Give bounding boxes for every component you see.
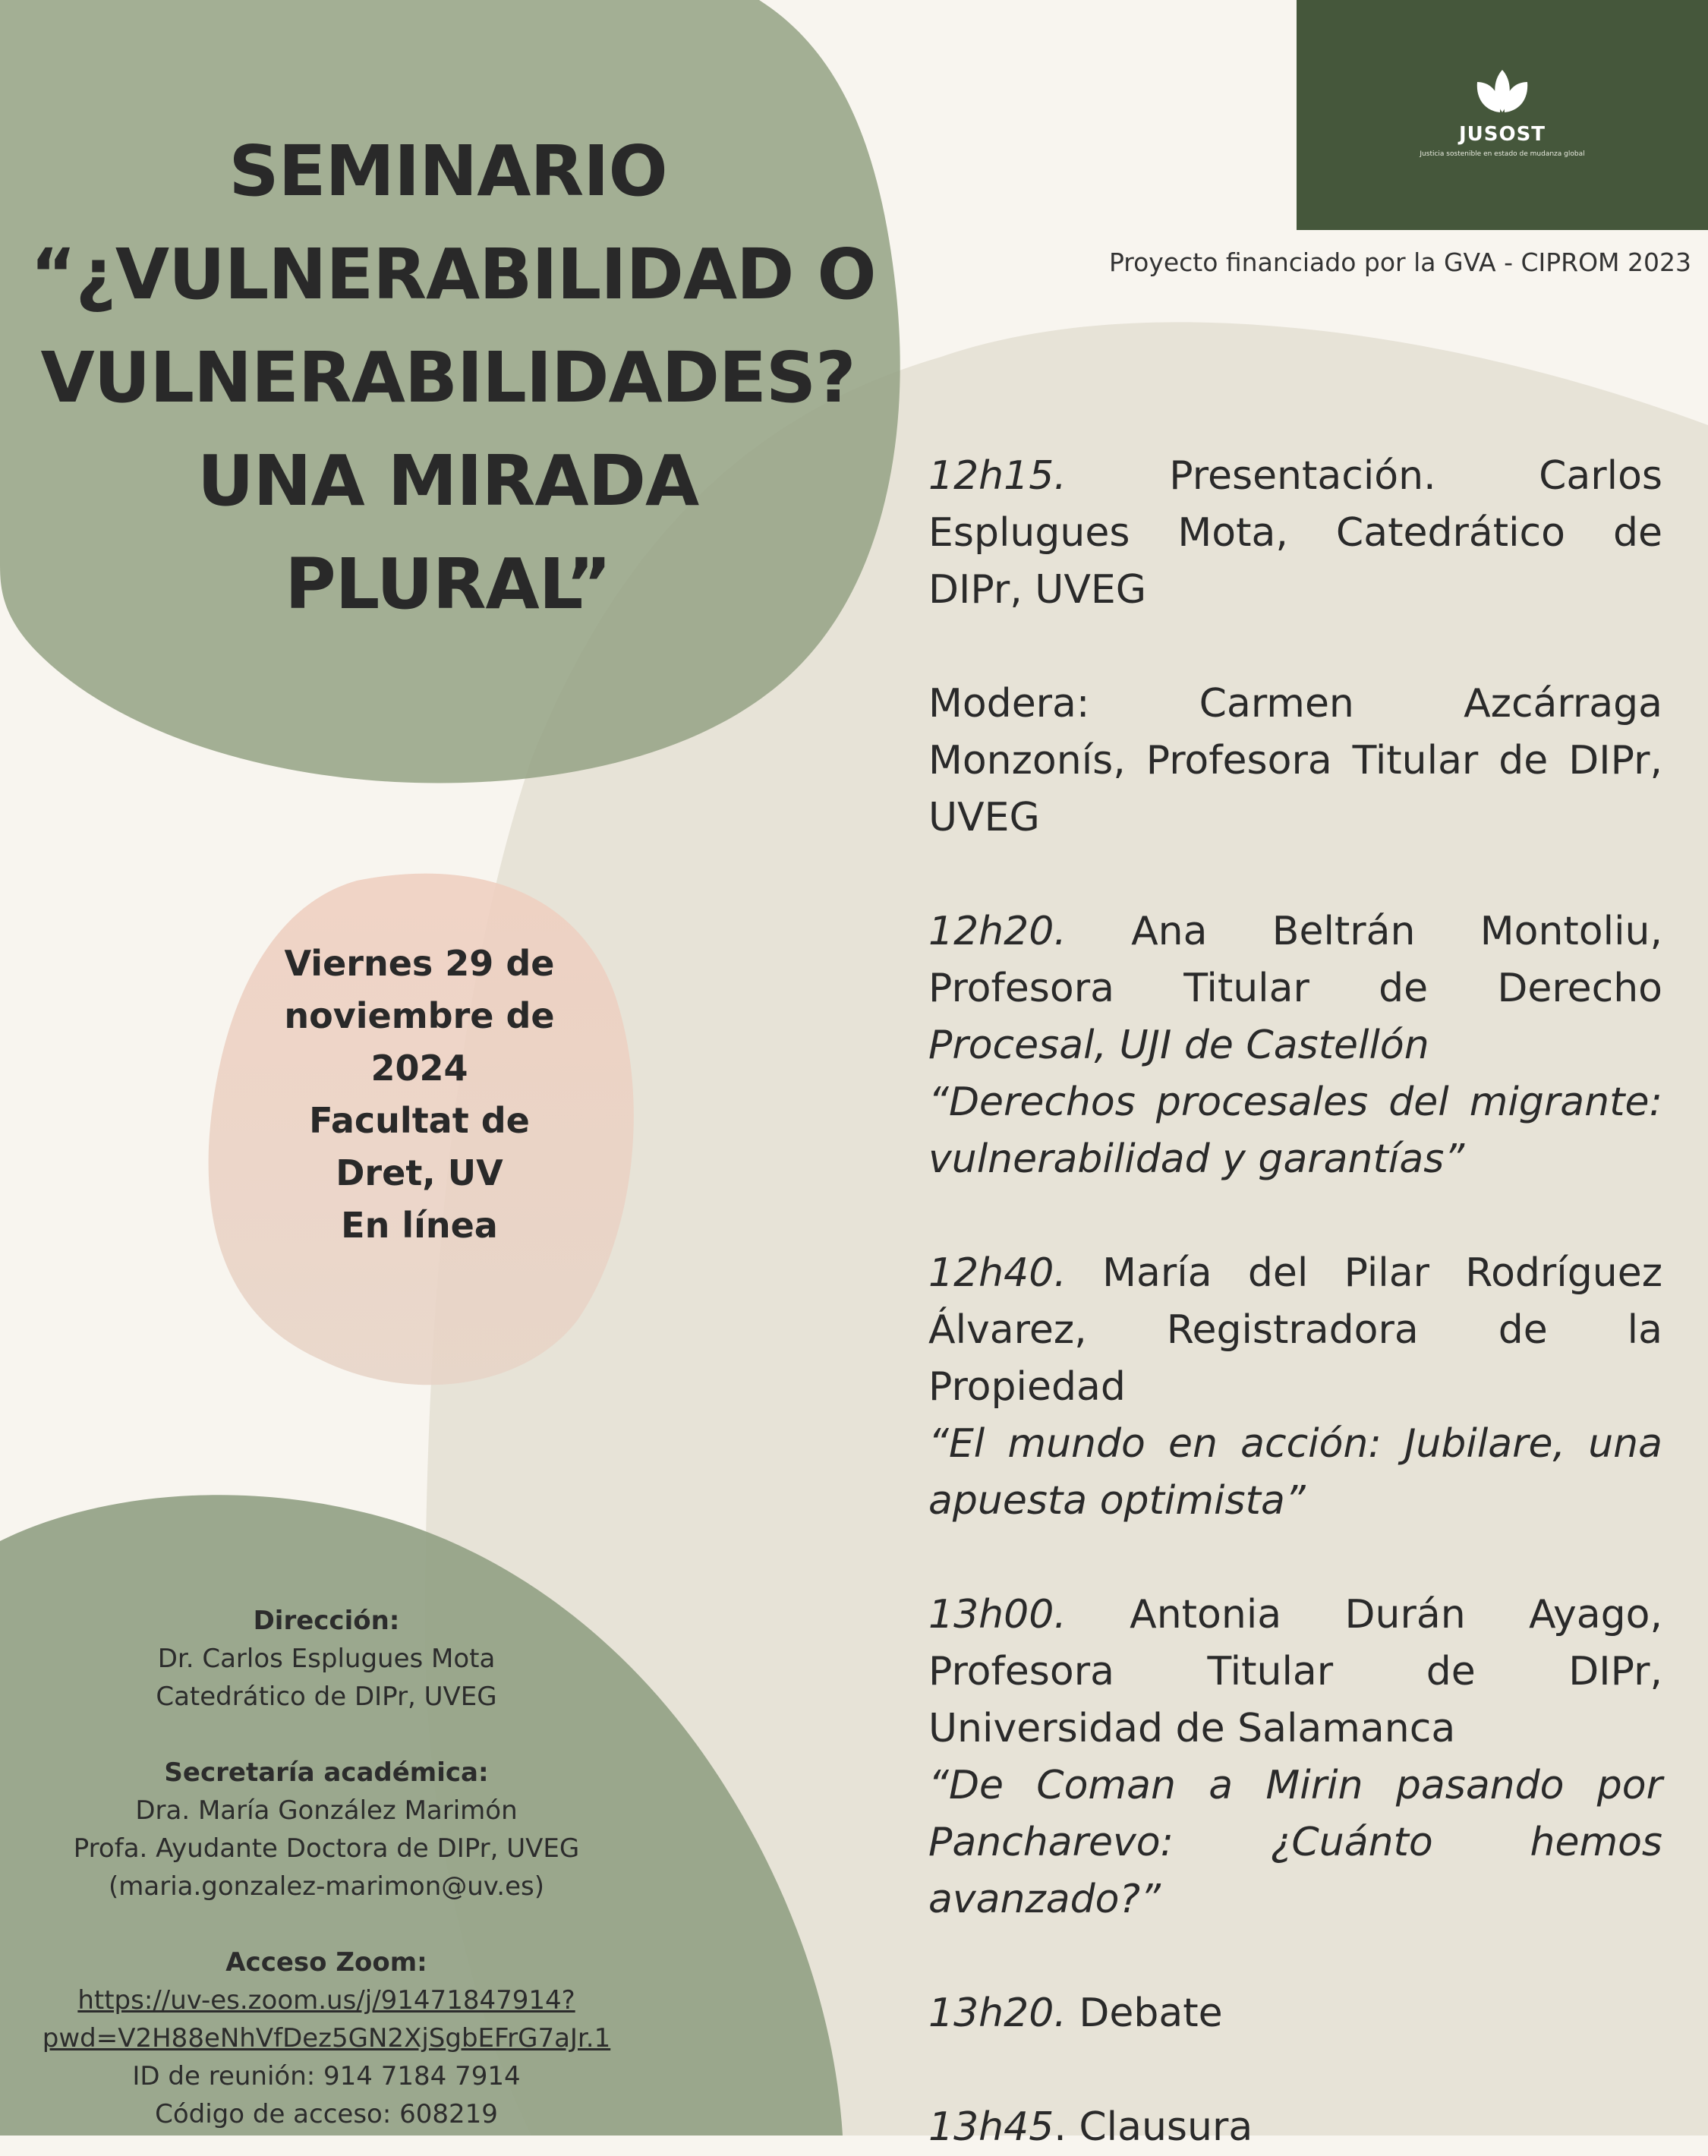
program-item: [928, 1245, 1662, 1416]
direccion-role: Catedrático de DIPr, UVEG: [156, 1682, 497, 1712]
program-text: Presentación. Carlos Esplugues Mota, Catedrático de DIPr, UVEG: [928, 453, 1662, 613]
program-item: [928, 676, 1662, 846]
talk-title: “El mundo en acción: Jubilare, una apuesta optimista”: [928, 1421, 1662, 1524]
direccion-heading: Dirección:: [253, 1606, 400, 1636]
date-line: noviembre de: [284, 995, 555, 1036]
program-schedule: [928, 448, 1662, 2156]
direccion-name: Dr. Carlos Esplugues Mota: [157, 1644, 496, 1674]
jusost-logo: [1297, 0, 1708, 230]
secretaria-heading: Secretaría académica:: [164, 1757, 489, 1788]
program-time: 12h40.: [928, 1250, 1067, 1296]
program-text: María del Pilar Rodríguez Álvarez, Registradora de la Propiedad: [928, 1250, 1662, 1410]
program-item: [928, 903, 1662, 1074]
title-line: VULNERABILIDADES?: [40, 337, 856, 418]
zoom-meeting-id: ID de reunión: 914 7184 7914: [132, 2061, 521, 2091]
contact-info: [30, 1602, 622, 2133]
secretaria-role: Profa. Ayudante Doctora de DIPr, UVEG: [73, 1833, 580, 1864]
funding-note: Proyecto financiado por la GVA - CIPROM 2023: [1108, 247, 1691, 277]
program-item: [928, 1587, 1662, 1757]
zoom-heading: Acceso Zoom:: [225, 1947, 427, 1978]
program-text: . Clausura: [1054, 2104, 1253, 2150]
zoom-link[interactable]: [30, 1981, 622, 2057]
location-line: Facultat de: [309, 1100, 530, 1141]
title-line: “¿VULNERABILIDAD O: [30, 234, 876, 315]
date-location-block: [243, 938, 596, 1252]
program-time: 13h20.: [928, 1991, 1067, 2036]
program-item: [928, 1985, 1662, 2042]
lotus-icon: [1473, 67, 1532, 118]
zoom-link-line[interactable]: https://uv-es.zoom.us/j/91471847914?: [77, 1985, 575, 2016]
program-time: 12h20.: [928, 909, 1067, 954]
program-item: [928, 2099, 1662, 2156]
date-line: Viernes 29 de: [284, 943, 555, 984]
program-time: 12h15.: [928, 453, 1067, 499]
program-text: Modera: Carmen Azcárraga Monzonís, Profesora Titular de DIPr, UVEG: [928, 681, 1662, 840]
talk-title: “Derechos procesales del migrante: vulnerabilidad y garantías”: [928, 1080, 1662, 1182]
program-item: [928, 448, 1662, 619]
logo-tagline: Justicia sostenible en estado de mudanza global: [1420, 150, 1585, 158]
program-time: 13h00.: [928, 1592, 1067, 1637]
title-line: SEMINARIO: [228, 131, 667, 212]
program-text-italic: Procesal, UJI de Castellón: [928, 1023, 1429, 1068]
zoom-passcode: Código de acceso: 608219: [155, 2099, 498, 2129]
date-line: 2024: [370, 1048, 468, 1089]
talk-title: “De Coman a Mirin pasando por Pancharevo: ¿Cuánto hemos avanzado?”: [928, 1763, 1662, 1922]
zoom-link-line[interactable]: pwd=V2H88eNhVfDez5GN2XjSgbEFrG7aJr.1: [42, 2023, 611, 2054]
title-line: UNA MIRADA: [197, 440, 699, 522]
program-time: 13h45: [928, 2104, 1054, 2150]
program-text: Debate: [1066, 1991, 1223, 2036]
format-line: En línea: [341, 1205, 498, 1246]
program-text: Antonia Durán Ayago, Profesora Titular de DIPr, Universidad de Salamanca: [928, 1592, 1662, 1751]
logo-name: JUSOST: [1458, 123, 1546, 146]
title-line: PLURAL”: [285, 544, 611, 625]
seminar-title: [30, 120, 876, 636]
location-line: Dret, UV: [336, 1152, 503, 1193]
secretaria-email: (maria.gonzalez-marimon@uv.es): [109, 1871, 544, 1902]
secretaria-name: Dra. María González Marimón: [135, 1795, 518, 1826]
program-text: Ana Beltrán Montoliu, Profesora Titular de Derecho: [928, 909, 1662, 1011]
